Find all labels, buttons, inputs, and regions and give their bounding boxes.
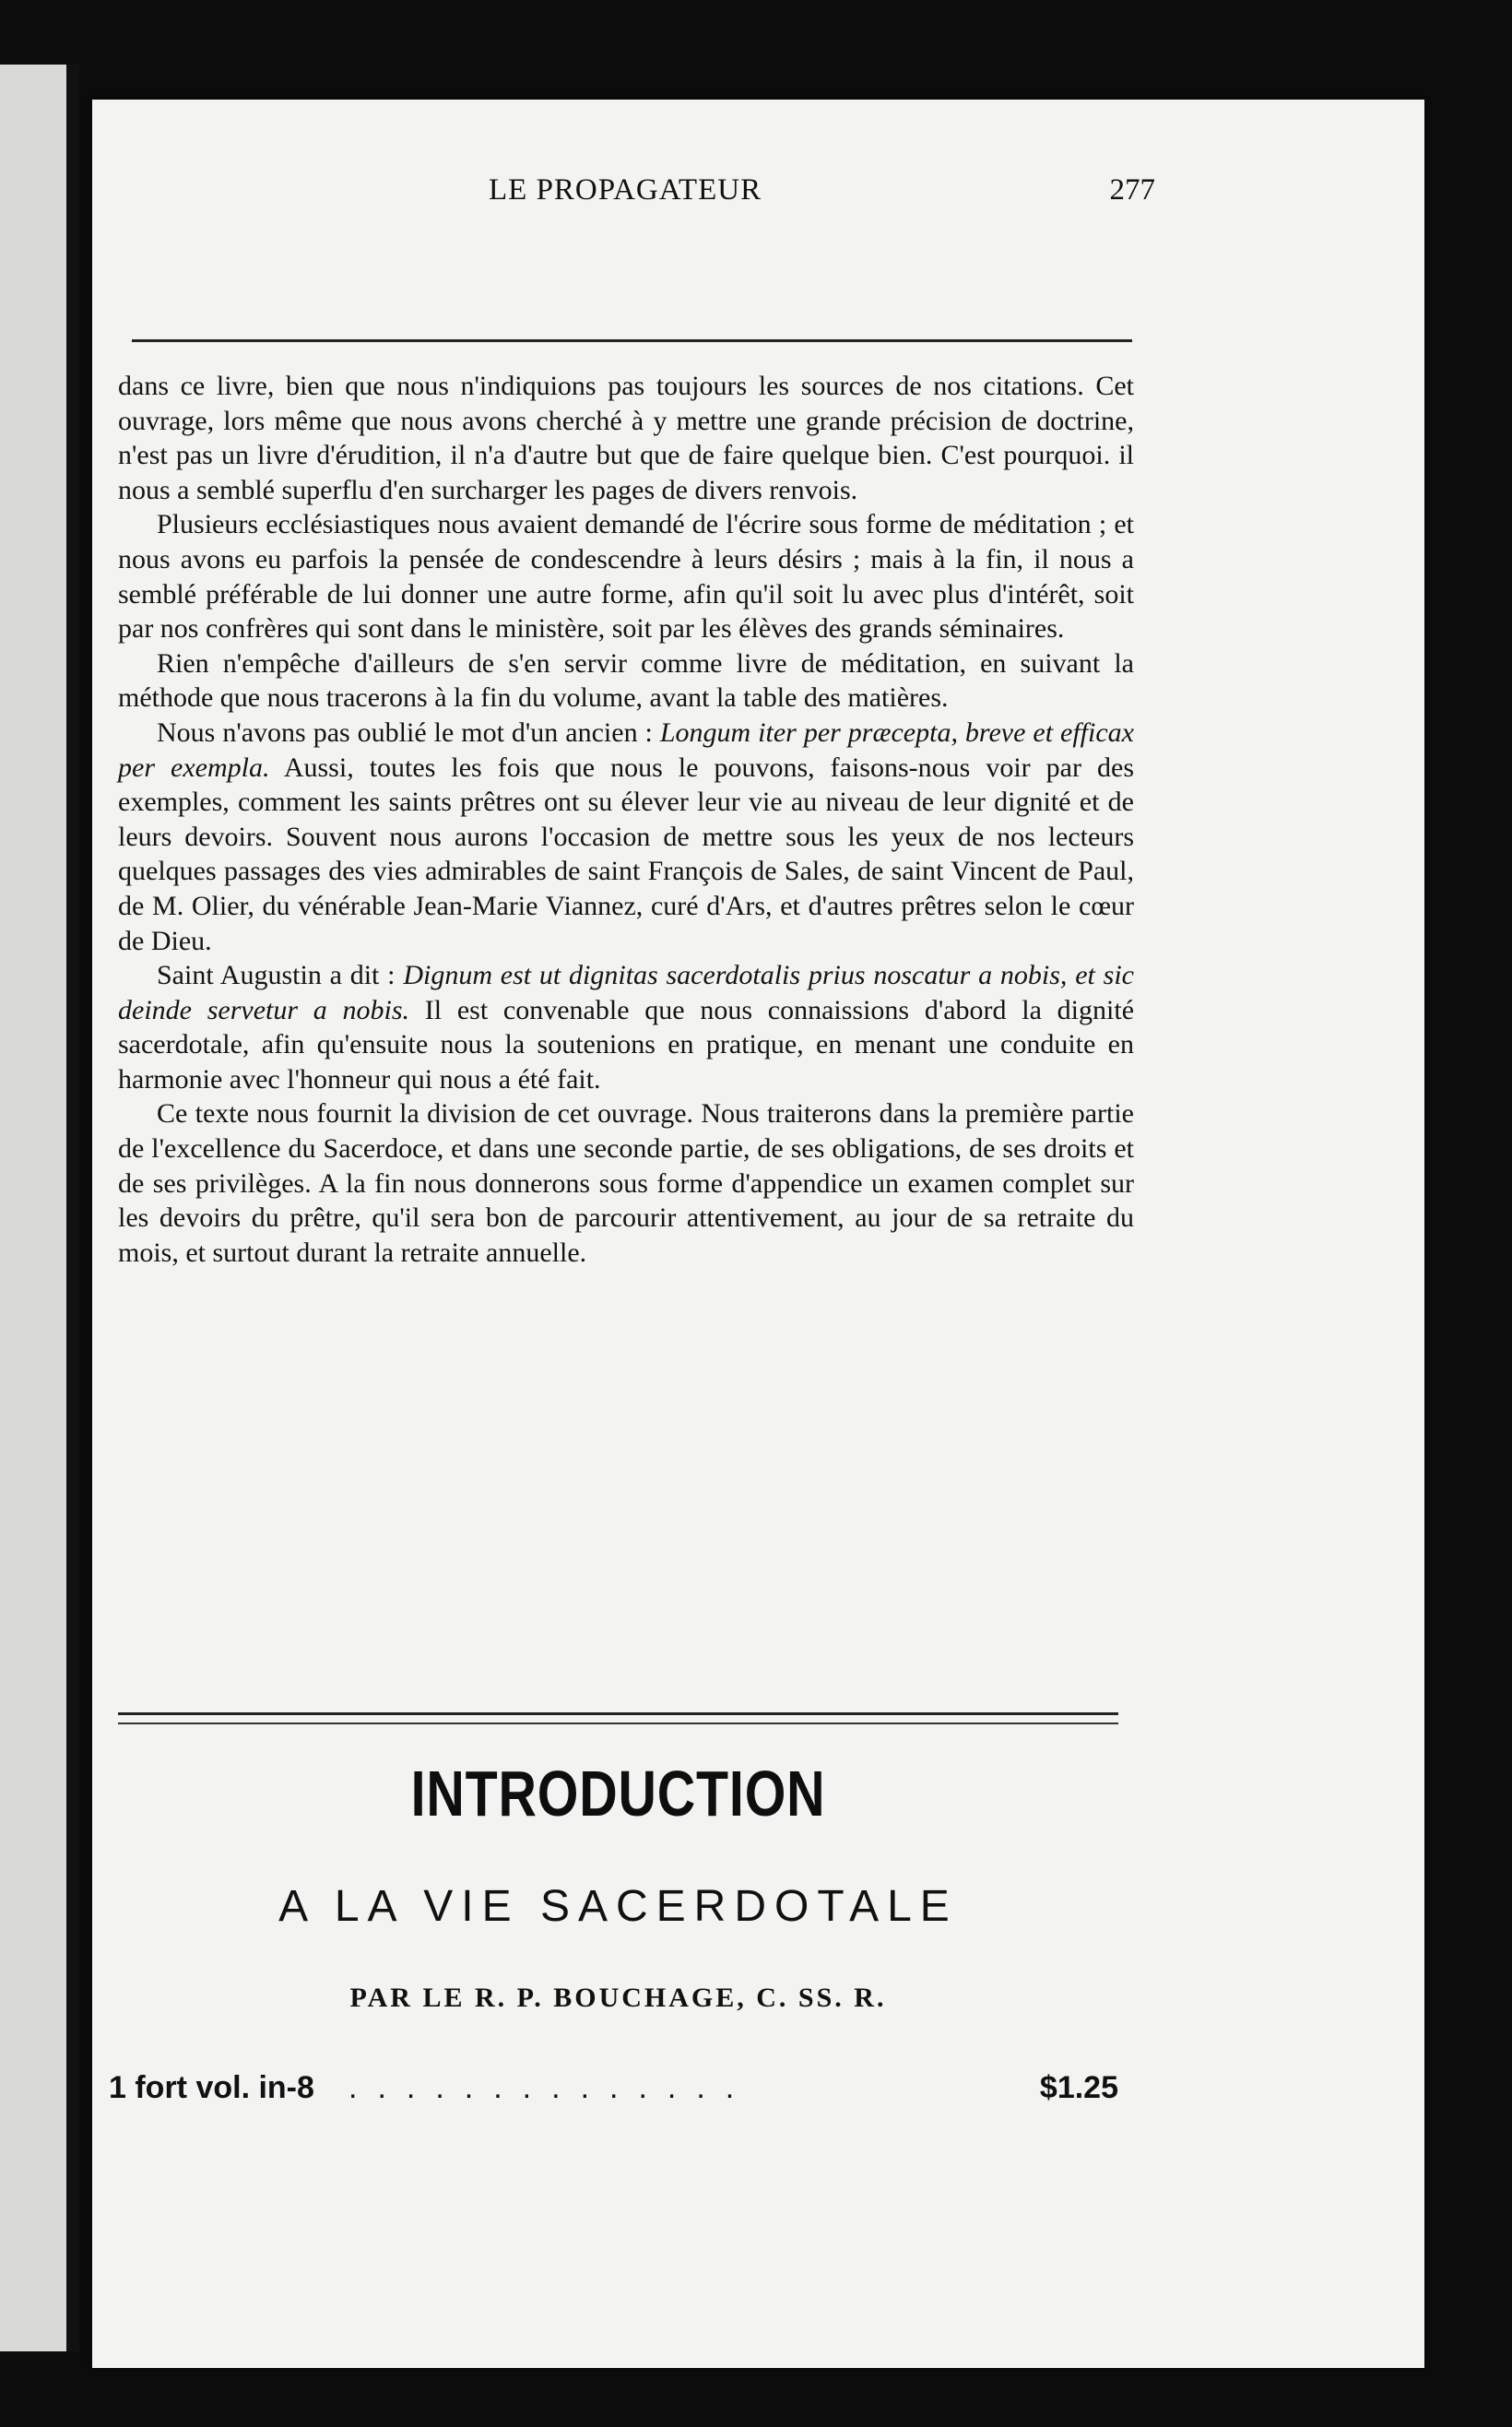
- running-title: LE PROPAGATEUR: [489, 173, 762, 207]
- ad-volume: 1 fort vol. in-8: [109, 2070, 314, 2105]
- paragraph-2: Plusieurs ecclésiastiques nous avaient demandé de l'écrire sous forme de méditation ; et nous avons eu parfois la pensée de condescendre à leurs désirs ; mais à la fin, il nous a semblé préférable de lui donner une autre forme, afin qu'il soit lu avec plus d'intérêt, soit par nos confrères qui sont dans le ministère, soit par les élèves des grands séminaires.: [118, 509, 1134, 645]
- adjacent-page-edge: [0, 65, 66, 2351]
- ad-title: INTRODUCTION: [410, 1758, 826, 1829]
- running-head: [387, 166, 1328, 221]
- ad-subtitle: A LA VIE SACERDOTALE: [278, 1882, 958, 1931]
- header-rule: [132, 339, 1132, 342]
- ad-author: PAR LE R. P. BOUCHAGE, C. SS. R.: [349, 1983, 887, 2013]
- paragraph-5-intro: Saint Augustin a dit :: [157, 960, 404, 991]
- paragraph-5-body: Il est convenable que nous connaissions d'abord la dignité sacerdotale, afin qu'ensuite nous la soutenions en pratique, en menant une conduite en harmonie avec l'honneur qui nous a été fait.: [118, 994, 1135, 1095]
- paragraph-6: Ce texte nous fournit la division de cet ouvrage. Nous traiterons dans la première partie de l'excellence du Sacerdoce, et dans une seconde partie, de ses obligations, de ses droits et de ses privilèges. A la fin nous donnerons sous forme d'appendice un examen complet sur les devoirs du prêtre, qu'il sera bon de parcourir attentivement, au jour de sa retraite du mois, et surtout durant la retraite annuelle.: [118, 1098, 1134, 1268]
- page-gutter: [66, 65, 79, 2351]
- paragraph-4-intro: Nous n'avons pas oublié le mot d'un ancien :: [157, 716, 660, 748]
- ad-leader-dots: ..............: [348, 2070, 755, 2105]
- paragraph-1: dans ce livre, bien que nous n'indiquions pas toujours les sources de nos citations. Cet ouvrage, lors même que nous avons cherché à y mettre une grande précision de doctrine, n'est pas un livre d'érudition, il n'a d'autre but que de faire quelque bien. C'est pourquoi. il nous a semblé superflu d'en surcharger les pages de divers renvois.: [118, 371, 1134, 505]
- ad-rule-top: [118, 1712, 1118, 1715]
- ad-price: $1.25: [1039, 2070, 1118, 2105]
- paragraph-4-body: Aussi, toutes les fois que nous le pouvons, faisons-nous voir par des exemples, comment les saints prêtres ont su élever leur vie au niveau de leur dignité et de leurs devoirs. Souvent nous aurons l'occasion de mettre sous les yeux de nos lecteurs quelques passages des vies admirables de saint François de Sales, de saint Vincent de Paul, de M. Olier, du vénérable Jean-Marie Viannez, curé d'Ars, et d'autres prêtres selon le cœur de Dieu.: [118, 752, 1134, 956]
- ad-price-line: [109, 2070, 1118, 2116]
- ad-rule-bottom: [118, 1723, 1118, 1724]
- latin-quote-1: Longum iter per præcepta, breve et efficax per exempla.: [118, 716, 1134, 783]
- body-text: [118, 369, 1134, 1270]
- page-number: 277: [1109, 173, 1155, 207]
- latin-quote-2: Dignum est ut dignitas sacerdotalis prius noscatur a nobis, et sic deinde servetur a nobis.: [118, 960, 1134, 1025]
- paragraph-4: [118, 716, 1134, 958]
- paragraph-3: Rien n'empêche d'ailleurs de s'en servir comme livre de méditation, en suivant la méthode que nous tracerons à la fin du volume, avant la table des matières.: [118, 647, 1134, 714]
- paragraph-5: [118, 958, 1134, 1096]
